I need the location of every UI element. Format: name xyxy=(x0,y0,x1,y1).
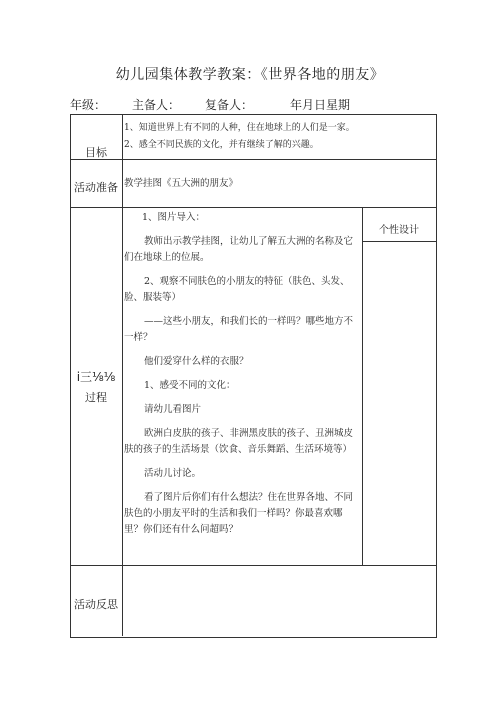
process-step-image-intro: 1、图片导入： xyxy=(142,212,206,223)
process-para-2: 2、观察不同肤色的小朋友的特征（肤色、头发、脸、服装等） xyxy=(124,276,350,303)
goal-line-2: 2、感全不同民族的文化，并有继续了解的兴趣。 xyxy=(124,140,319,150)
process-para-1: 教师出示教学挂图，让幼儿了解五大洲的名称及它们在地球上的位展。 xyxy=(124,236,354,263)
personal-design-header: 个性设计 xyxy=(379,225,419,236)
process-para-6: 欧洲白皮肤的孩子、非洲黑皮肤的孩子、丑洲城皮肤的孩子的生活场景（饮食、音乐舞蹈、生活环境等） xyxy=(124,428,354,455)
row-divider-goal xyxy=(70,159,436,160)
reviewer-label: 复备人： xyxy=(205,98,254,112)
label-column-divider xyxy=(122,114,123,636)
process-label-top: i三⅛⅛ xyxy=(76,370,116,384)
process-para-4: 他们爱穿什么样的衣服？ xyxy=(144,356,249,367)
date-label: 年月日星期 xyxy=(290,98,351,112)
prep-label: 活动准备 xyxy=(74,181,118,194)
side-header-divider xyxy=(362,241,436,242)
reflect-content xyxy=(124,567,434,635)
process-label-bottom: 过程 xyxy=(85,391,107,404)
row-divider-prep xyxy=(70,207,436,208)
process-content xyxy=(124,210,360,546)
process-para-5: 请幼儿看图片 xyxy=(144,404,202,415)
prep-content: 教学挂图《五大洲的朋友》 xyxy=(124,178,239,189)
goal-label: 目标 xyxy=(85,146,107,159)
process-step-culture: 1、感受不同的文化： xyxy=(144,380,236,391)
side-column-divider xyxy=(362,207,363,565)
row-divider-process xyxy=(70,565,436,566)
preparer-label: 主备人： xyxy=(132,98,181,112)
grade-label: 年级： xyxy=(70,98,107,112)
process-para-3: ——这些小朋友，和我们长的一样吗？哪些地方不一样？ xyxy=(124,316,354,343)
goal-content xyxy=(124,120,360,154)
process-para-8: 看了图片后你们有什么想法？住在世界各地、不同肤色的小朋友平时的生活和我们一样吗？你最喜欢哪里？你们还有什么问超吗？ xyxy=(124,492,354,535)
process-para-7: 活动儿讨论。 xyxy=(144,468,202,479)
goal-line-1: 1、知道世界上有不同的人种，住在地球上的人们是一家。 xyxy=(124,123,355,133)
reflect-label: 活动反思 xyxy=(74,598,118,611)
document-title: 幼儿园集体教学教案：《世界各地的朋友》 xyxy=(115,67,385,83)
